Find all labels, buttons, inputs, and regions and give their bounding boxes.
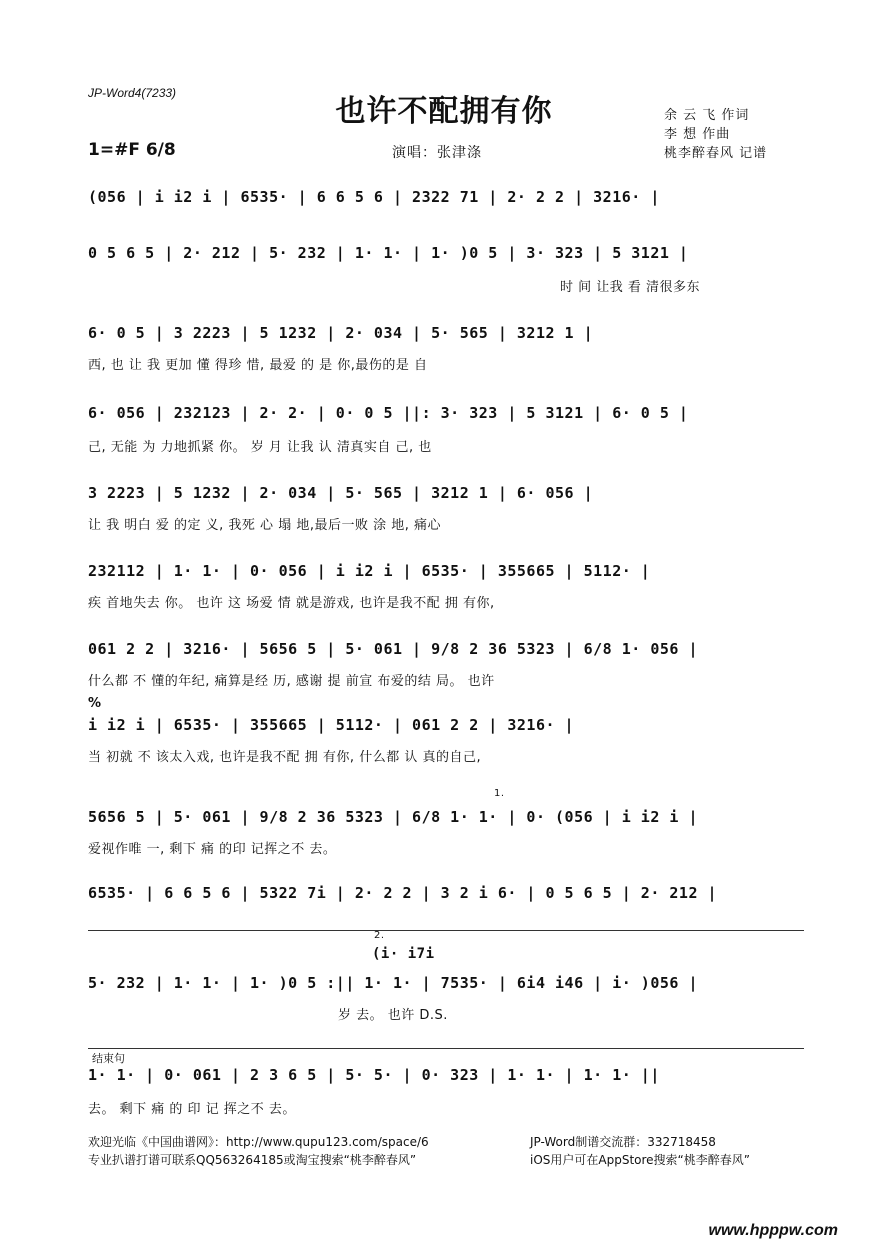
volta-1-label: 1. — [494, 788, 505, 799]
singer-line: 演唱：张津涤 — [392, 145, 482, 161]
system-11-notes: 5· 232 | 1· 1· | 1· )0 5 :|| 1· 1· | 7535· | 6i4 i46 | i· )056 | — [88, 974, 698, 992]
system-9-lyrics: 爱视作唯 一, 剩下 痛 的印 记挥之不 去。 — [88, 842, 337, 857]
key-signature: 1=#F 6/8 — [88, 140, 176, 160]
composer-credit: 李 想 作曲 — [664, 127, 731, 142]
system-4-lyrics: 己, 无能 为 力地抓紧 你。 岁 月 让我 认 清真实自 己, 也 — [88, 440, 432, 455]
system-6-notes: 232112 | 1· 1· | 0· 056 | i i2 i | 6535· | 355665 | 5112· | — [88, 562, 651, 580]
system-8-notes: i i2 i | 6535· | 355665 | 5112· | 061 2 2 | 3216· | — [88, 716, 575, 734]
volta-2-label: 2. — [374, 930, 385, 941]
system-12-notes: 1· 1· | 0· 061 | 2 3 6 5 | 5· 5· | 0· 323 | 1· 1· | 1· 1· || — [88, 1066, 660, 1084]
song-title: 也许不配拥有你 — [335, 94, 553, 129]
system-5-notes: 3 2223 | 5 1232 | 2· 034 | 5· 565 | 3212 1 | 6· 056 | — [88, 484, 594, 502]
system-7-lyrics: 什么都 不 懂的年纪, 痛算是经 历, 感谢 提 前宣 布爱的结 局。 也许 — [88, 674, 495, 689]
system-3-lyrics: 西, 也 让 我 更加 懂 得珍 惜, 最爱 的 是 你,最伤的是 自 — [88, 358, 428, 373]
system-6-lyrics: 疾 首地失去 你。 也许 这 场爱 情 就是游戏, 也许是我不配 拥 有你, — [88, 596, 495, 611]
system-4-notes: 6· 056 | 232123 | 2· 2· | 0· 0 5 ||: 3· 323 | 5 3121 | 6· 0 5 | — [88, 404, 689, 422]
footer-ios-line: iOS用户可在AppStore搜索“桃李醉春风” — [530, 1153, 750, 1167]
software-tag: JP-Word4(7233) — [88, 86, 177, 100]
system-3-notes: 6· 0 5 | 3 2223 | 5 1232 | 2· 034 | 5· 565 | 3212 1 | — [88, 324, 594, 342]
system-5-lyrics: 让 我 明白 爱 的定 义, 我死 心 塌 地,最后一败 涂 地, 痛心 — [88, 518, 441, 533]
ending-bracket-line — [88, 1048, 804, 1049]
footer-contact-line: 专业扒谱打谱可联系QQ563264185或淘宝搜索“桃李醉春风” — [88, 1153, 417, 1167]
system-7-notes: 061 2 2 | 3216· | 5656 5 | 5· 061 | 9/8 2 36 5323 | 6/8 1· 056 | — [88, 640, 698, 658]
ending-label: 结束句 — [92, 1052, 125, 1065]
lyricist-credit: 余 云 飞 作词 — [664, 108, 750, 123]
system-1-notes: (056 | i i2 i | 6535· | 6 6 5 6 | 2322 71 | 2· 2 2 | 3216· | — [88, 188, 660, 206]
footer-group-line: JP-Word制谱交流群：332718458 — [530, 1135, 716, 1149]
segno-sign: % — [88, 696, 102, 711]
system-9-notes: 5656 5 | 5· 061 | 9/8 2 36 5323 | 6/8 1· 1· | 0· (056 | i i2 i | — [88, 808, 698, 826]
system-8-lyrics: 当 初就 不 该太入戏, 也许是我不配 拥 有你, 什么都 认 真的自己, — [88, 750, 482, 765]
alt-ending-notes: (i· i7i — [372, 946, 435, 962]
system-2-lyrics: 时 间 让我 看 清很多东 — [560, 280, 701, 295]
system-12-lyrics: 去。 剩下 痛 的 印 记 挥之不 去。 — [88, 1102, 296, 1117]
repeat-bracket-line — [88, 930, 804, 931]
credits — [664, 106, 767, 163]
system-10-notes: 6535· | 6 6 5 6 | 5322 7i | 2· 2 2 | 3 2 i 6· | 0 5 6 5 | 2· 212 | — [88, 884, 718, 902]
system-11-lyrics: 岁 去。 也许 D.S. — [338, 1008, 448, 1023]
footer-right — [530, 1133, 750, 1169]
system-2-notes: 0 5 6 5 | 2· 212 | 5· 232 | 1· 1· | 1· )0 5 | 3· 323 | 5 3121 | — [88, 244, 689, 262]
footer-website-line: 欢迎光临《中国曲谱网》：http://www.qupu123.com/space/6 — [88, 1135, 429, 1149]
site-watermark: www.hpppw.com — [708, 1222, 838, 1239]
footer-left — [88, 1133, 429, 1169]
transcriber-credit: 桃李醉春风 记谱 — [664, 146, 768, 161]
